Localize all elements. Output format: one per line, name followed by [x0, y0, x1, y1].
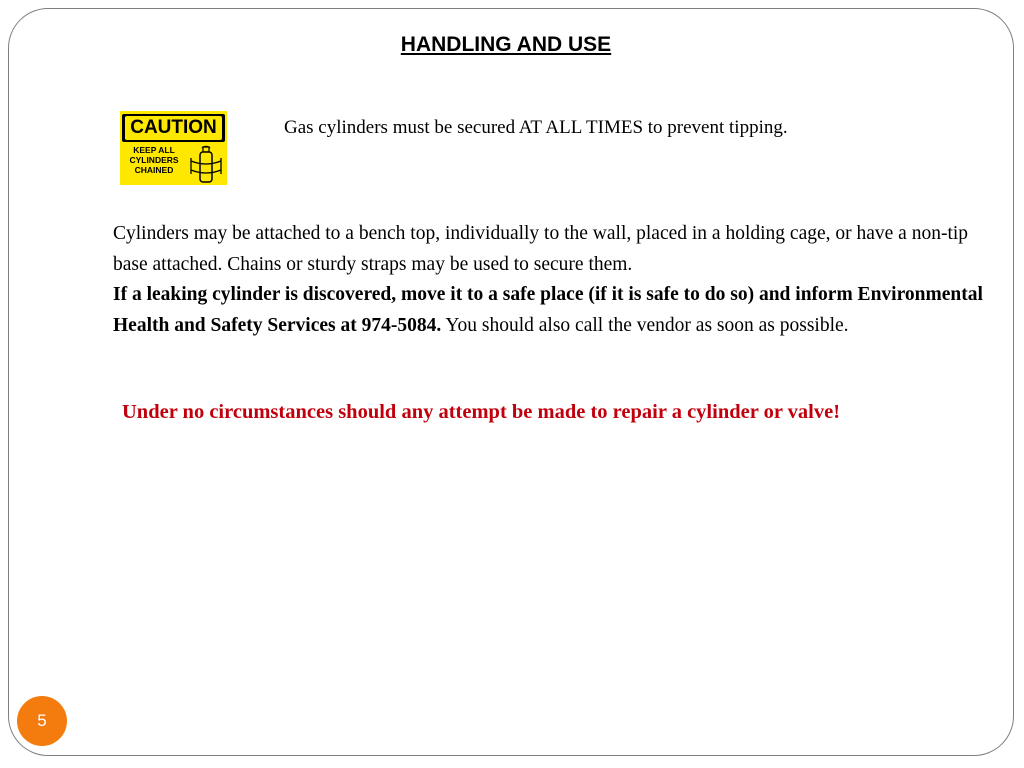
vendor-instruction: You should also call the vendor as soon as possible. [445, 314, 849, 336]
caution-sign-image [120, 111, 227, 185]
body-text [113, 219, 983, 341]
caution-sign-header: CAUTION [125, 116, 222, 140]
chained-cylinder-icon [188, 144, 224, 184]
page-number-badge: 5 [17, 696, 67, 746]
caution-sign-message: KEEP ALL CYLINDERS CHAINED [129, 145, 179, 175]
body-paragraph-1: Cylinders may be attached to a bench top, individually to the wall, placed in a holding cage, or have a non-tip base attached. Chains or sturdy straps may be used to secure them. [113, 223, 969, 275]
warning-text: Under no circumstances should any attempt be made to repair a cylinder or valve! [122, 401, 841, 423]
slide-title: HANDLING AND USE [400, 33, 612, 56]
leak-instruction-bold: If a leaking cylinder is discovered, move it to a safe place (if it is safe to do so) and inform Environmental Health and Safety Services at 974-5084. [113, 284, 983, 336]
intro-text: Gas cylinders must be secured AT ALL TIMES to prevent tipping. [284, 117, 788, 138]
